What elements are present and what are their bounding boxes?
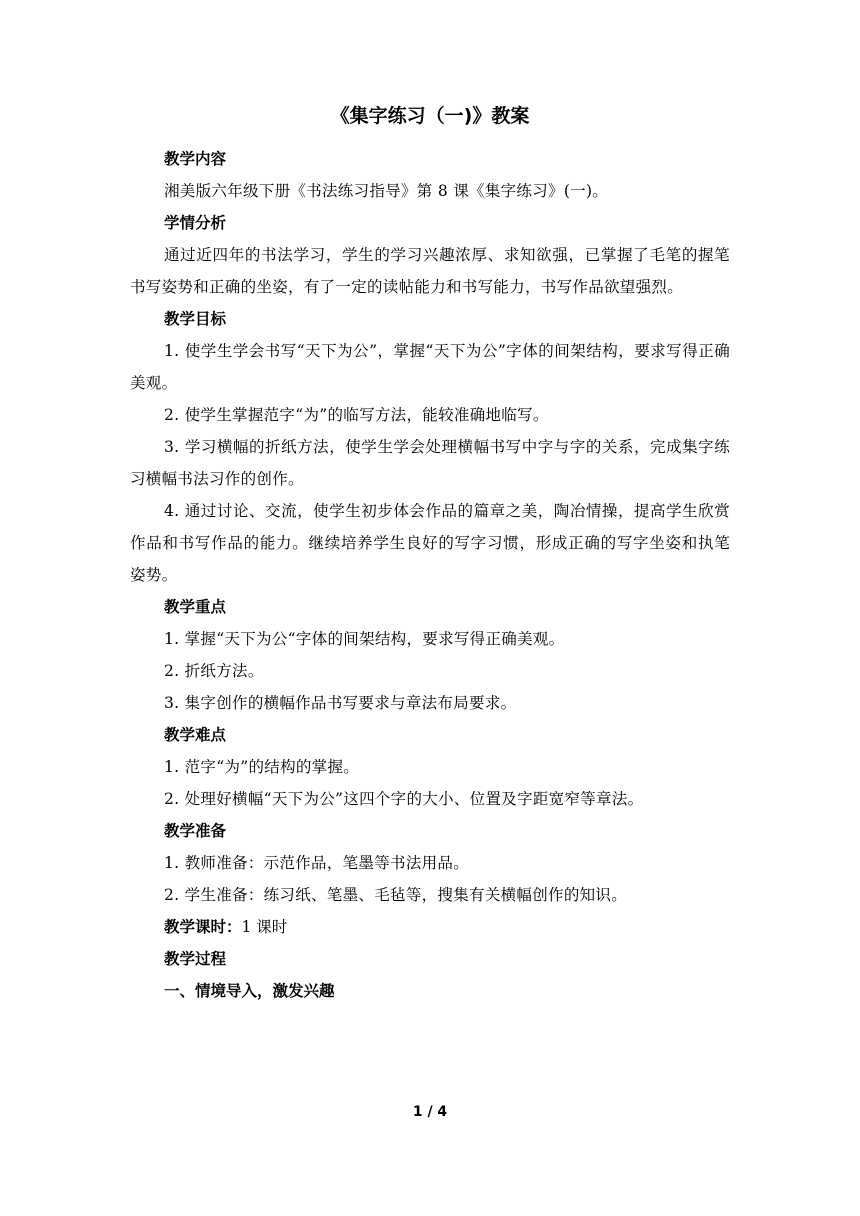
teaching-hours-label: 教学课时： xyxy=(164,918,242,936)
goal-item: 2. 使学生掌握范字“为”的临写方法，能较准确地临写。 xyxy=(164,406,549,424)
goal-item: 1. 使学生学会书写“天下为公”，掌握“天下为公”字体的间架结构，要求写得正确美观。 xyxy=(130,342,730,392)
section-heading-preparation: 教学准备 xyxy=(164,822,227,840)
preparation-item: 1. 教师准备：示范作品，笔墨等书法用品。 xyxy=(164,854,470,872)
preparation-item: 2. 学生准备：练习纸、笔墨、毛毡等，搜集有关横幅创作的知识。 xyxy=(164,886,628,904)
section-heading-key-points: 教学重点 xyxy=(164,598,227,616)
goal-item: 4. 通过讨论、交流，使学生初步体会作品的篇章之美，陶冶情操，提高学生欣赏作品和书写作品的能力。继续培养学生良好的写字习惯，形成正确的写字坐姿和执笔姿势。 xyxy=(130,502,730,584)
document-title: 《集字练习（一)》教案 xyxy=(330,105,530,127)
difficulty-item: 1. 范字“为”的结构的掌握。 xyxy=(164,758,360,776)
key-point-item: 1. 掌握“天下为公“字体的间架结构，要求写得正确美观。 xyxy=(164,630,565,648)
teaching-hours-value: 1 课时 xyxy=(241,918,288,936)
key-point-item: 2. 折纸方法。 xyxy=(164,662,264,680)
page-number: 1 / 4 xyxy=(412,1104,448,1120)
step-heading: 一、情境导入，激发兴趣 xyxy=(164,982,335,1000)
analysis-paragraph: 通过近四年的书法学习，学生的学习兴趣浓厚、求知欲强，已掌握了毛笔的握笔书写姿势和正确的坐姿，有了一定的读帖能力和书写能力，书写作品欲望强烈。 xyxy=(130,246,730,296)
section-heading-content: 教学内容 xyxy=(164,150,227,168)
section-heading-difficulties: 教学难点 xyxy=(164,726,227,744)
key-point-item: 3. 集字创作的横幅作品书写要求与章法布局要求。 xyxy=(164,694,517,712)
difficulty-item: 2. 处理好横幅“天下为公”这四个字的大小、位置及字距宽窄等章法。 xyxy=(164,790,644,808)
teaching-hours xyxy=(130,911,730,943)
section-heading-goals: 教学目标 xyxy=(164,310,227,328)
content-paragraph: 湘美版六年级下册《书法练习指导》第 8 课《集字练习》(一)。 xyxy=(164,182,609,200)
goal-item: 3. 学习横幅的折纸方法，使学生学会处理横幅书写中字与字的关系，完成集字练习横幅书法习作的创作。 xyxy=(130,438,730,488)
document-body xyxy=(130,143,730,1007)
section-heading-analysis: 学情分析 xyxy=(164,214,227,232)
section-heading-process: 教学过程 xyxy=(164,950,227,968)
